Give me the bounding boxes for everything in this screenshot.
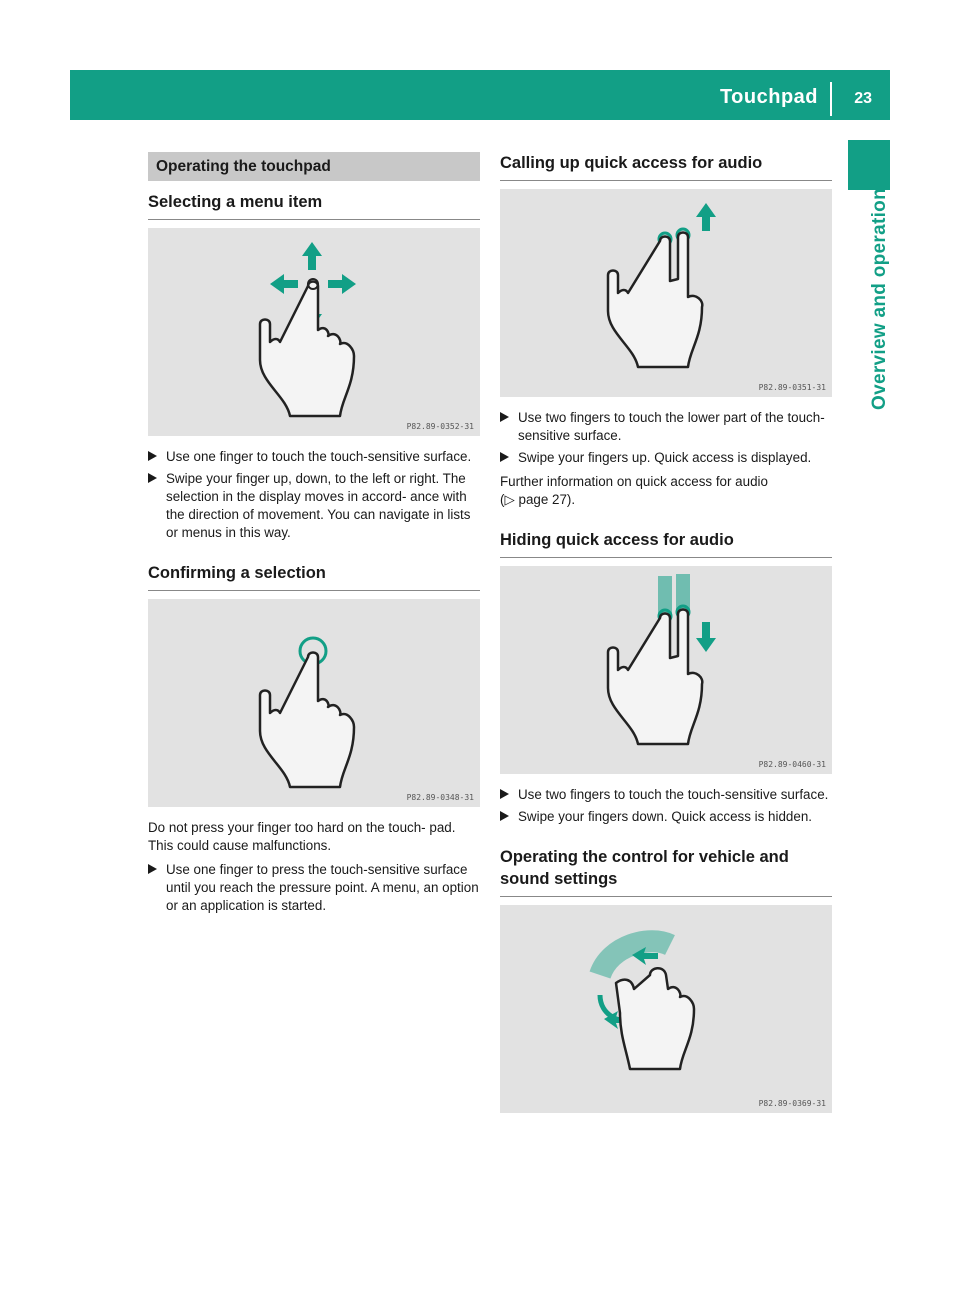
figure-hiding bbox=[500, 566, 832, 774]
further-info: Further information on quick access for audio (▷ page 27). bbox=[500, 474, 768, 507]
arrow-bullet-icon bbox=[500, 789, 509, 799]
rotate-arrow-icon bbox=[500, 905, 832, 1113]
figure-code: P82.89-0348-31 bbox=[406, 793, 474, 802]
page-number: 23 bbox=[854, 90, 872, 107]
step-item: Use two fingers to touch the lower part of the touch-sensitive surface. bbox=[500, 409, 832, 445]
figure-control bbox=[500, 905, 832, 1113]
figure-selecting bbox=[148, 228, 480, 436]
arrow-bullet-icon bbox=[148, 451, 157, 461]
step-item: Swipe your finger up, down, to the left or right. The selection in the display moves in accord- ance with the direction of movement. You can navigate in lists or menus in this way. bbox=[148, 470, 480, 542]
step-item: Swipe your fingers down. Quick access is hidden. bbox=[500, 808, 832, 826]
page-title: Touchpad bbox=[719, 86, 818, 108]
figure-code: P82.89-0460-31 bbox=[758, 760, 826, 769]
right-column bbox=[500, 148, 832, 1113]
section-title: Operating the touchpad bbox=[148, 152, 480, 181]
arrow-bullet-icon bbox=[500, 452, 509, 462]
page-ref-arrow-icon: ▷ bbox=[504, 492, 515, 507]
header-divider bbox=[830, 82, 832, 116]
hand-gesture-icon bbox=[148, 228, 480, 436]
arrow-bullet-icon bbox=[500, 811, 509, 821]
hand-gesture-icon bbox=[500, 566, 832, 774]
figure-code: P82.89-0351-31 bbox=[758, 383, 826, 392]
step-item: Swipe your fingers up. Quick access is displayed. bbox=[500, 449, 832, 467]
step-item: Use one finger to touch the touch-sensitive surface. bbox=[148, 448, 480, 466]
side-tab-label: Overview and operation bbox=[869, 188, 890, 410]
arrow-bullet-icon bbox=[500, 412, 509, 422]
arrow-down-icon bbox=[696, 622, 716, 652]
arrow-up-icon bbox=[302, 242, 322, 270]
heading-control: Operating the control for vehicle and sound settings bbox=[500, 846, 832, 897]
arrow-up-icon bbox=[696, 203, 716, 231]
arrow-right-icon bbox=[328, 274, 356, 294]
side-tab bbox=[848, 188, 890, 660]
hand-gesture-icon bbox=[500, 189, 832, 397]
heading-selecting: Selecting a menu item bbox=[148, 191, 480, 220]
heading-confirming: Confirming a selection bbox=[148, 562, 480, 591]
figure-confirming bbox=[148, 599, 480, 807]
side-tab-marker bbox=[848, 140, 890, 190]
figure-code: P82.89-0352-31 bbox=[406, 422, 474, 431]
hand-gesture-icon bbox=[148, 599, 480, 807]
figure-calling bbox=[500, 189, 832, 397]
arrow-bullet-icon bbox=[148, 864, 157, 874]
page-reference-link[interactable]: page 27 bbox=[518, 492, 567, 507]
arrow-bullet-icon bbox=[148, 473, 157, 483]
heading-calling: Calling up quick access for audio bbox=[500, 152, 832, 181]
figure-code: P82.89-0369-31 bbox=[758, 1099, 826, 1108]
heading-hiding: Hiding quick access for audio bbox=[500, 529, 832, 558]
page-header bbox=[70, 70, 890, 120]
note-text: Do not press your finger too hard on the touch- pad. This could cause malfunctions. bbox=[148, 820, 456, 853]
step-item: Use two fingers to touch the touch-sensitive surface. bbox=[500, 786, 832, 804]
arrow-left-icon bbox=[270, 274, 298, 294]
step-item: Use one finger to press the touch-sensitive surface until you reach the pressure point. A menu, an option or an application is started. bbox=[148, 861, 480, 915]
left-column bbox=[148, 152, 480, 915]
